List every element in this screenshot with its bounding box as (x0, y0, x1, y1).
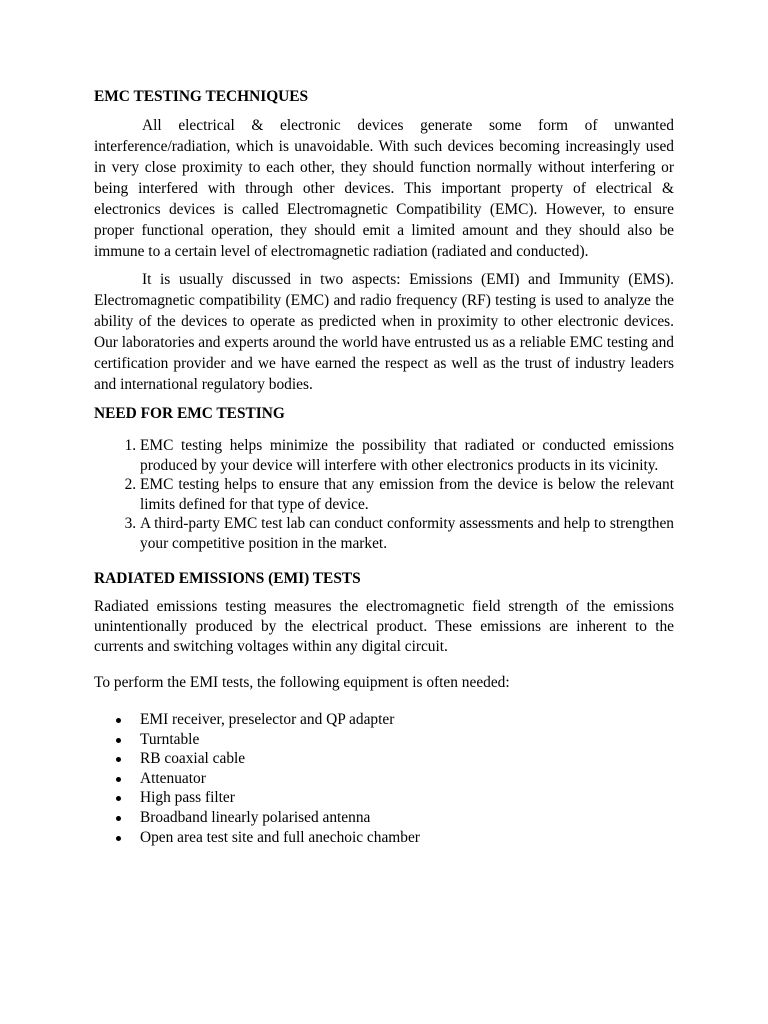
equipment-list-item (94, 730, 674, 750)
bullet-icon (116, 738, 121, 743)
paragraph-radiated-emissions: Radiated emissions testing measures the electromagnetic field strength of the emissions unintentionally produced by the electrical product. These emissions are inherent to the currents and switching voltages within any digital circuit. (94, 598, 674, 655)
need-list (94, 436, 674, 553)
equipment-list-item (94, 749, 674, 769)
paragraph-equipment-intro: To perform the EMI tests, the following equipment is often needed: (94, 674, 510, 691)
section-heading-radiated-emissions: RADIATED EMISSIONS (EMI) TESTS (94, 570, 361, 587)
equipment-label: Attenuator (140, 769, 206, 787)
section-heading-emc-testing-techniques: EMC TESTING TECHNIQUES (94, 88, 309, 105)
equipment-label: Turntable (140, 730, 200, 748)
bullet-icon (116, 796, 121, 801)
bullet-icon (116, 777, 121, 782)
paragraph-emc-intro: All electrical & electronic devices generate some form of unwanted interference/radiation, which is unavoidable. With such devices becoming increasingly used in very close proximity to each other, they should function normally without interfering or being interfered with through other devices. This important property of electrical & electronics devices is called Electromagnetic Compatibility (EMC). However, to ensure proper functional operation, they should emit a limited amount and they should also be immune to a certain level of electromagnetic radiation (radiated and conducted). (94, 117, 674, 260)
equipment-list-item (94, 828, 674, 848)
paragraph-emc-aspects: It is usually discussed in two aspects: Emissions (EMI) and Immunity (EMS). Electromagnetic compatibility (EMC) and radio frequency (RF) testing is used to analyze the ability of the devices to operate as predicted when in proximity to other electronic devices. Our laboratories and experts around the world have entrusted us as a reliable EMC testing and certification provider and we have earned the respect as well as the trust of industry leaders and international regulatory bodies. (94, 271, 674, 393)
equipment-label: RB coaxial cable (140, 750, 246, 768)
document-page (94, 86, 674, 847)
equipment-label: EMI receiver, preselector and QP adapter (140, 711, 395, 728)
need-list-item: 2. EMC testing helps to ensure that any emission from the device is below the relevant limits defined for that type of device. (140, 475, 674, 514)
equipment-list-item (94, 788, 674, 808)
bullet-icon (116, 836, 121, 841)
need-list-item: 1. EMC testing helps minimize the possibility that radiated or conducted emissions produced by your device will interfere with other electronics products in its vicinity. (140, 436, 674, 475)
bullet-icon (116, 816, 121, 821)
equipment-label: Open area test site and full anechoic chamber (140, 828, 420, 846)
equipment-label: Broadband linearly polarised antenna (140, 808, 371, 826)
equipment-label: High pass filter (140, 789, 235, 807)
bullet-icon (116, 718, 121, 723)
equipment-list (94, 710, 674, 847)
bullet-icon (116, 757, 121, 762)
need-list-item: 3. A third-party EMC test lab can conduct conformity assessments and help to strengthen your competitive position in the market. (140, 514, 674, 553)
section-heading-need-for-emc-testing: NEED FOR EMC TESTING (94, 405, 285, 422)
equipment-list-item (94, 769, 674, 789)
equipment-list-item (94, 808, 674, 828)
equipment-list-item (94, 710, 674, 730)
